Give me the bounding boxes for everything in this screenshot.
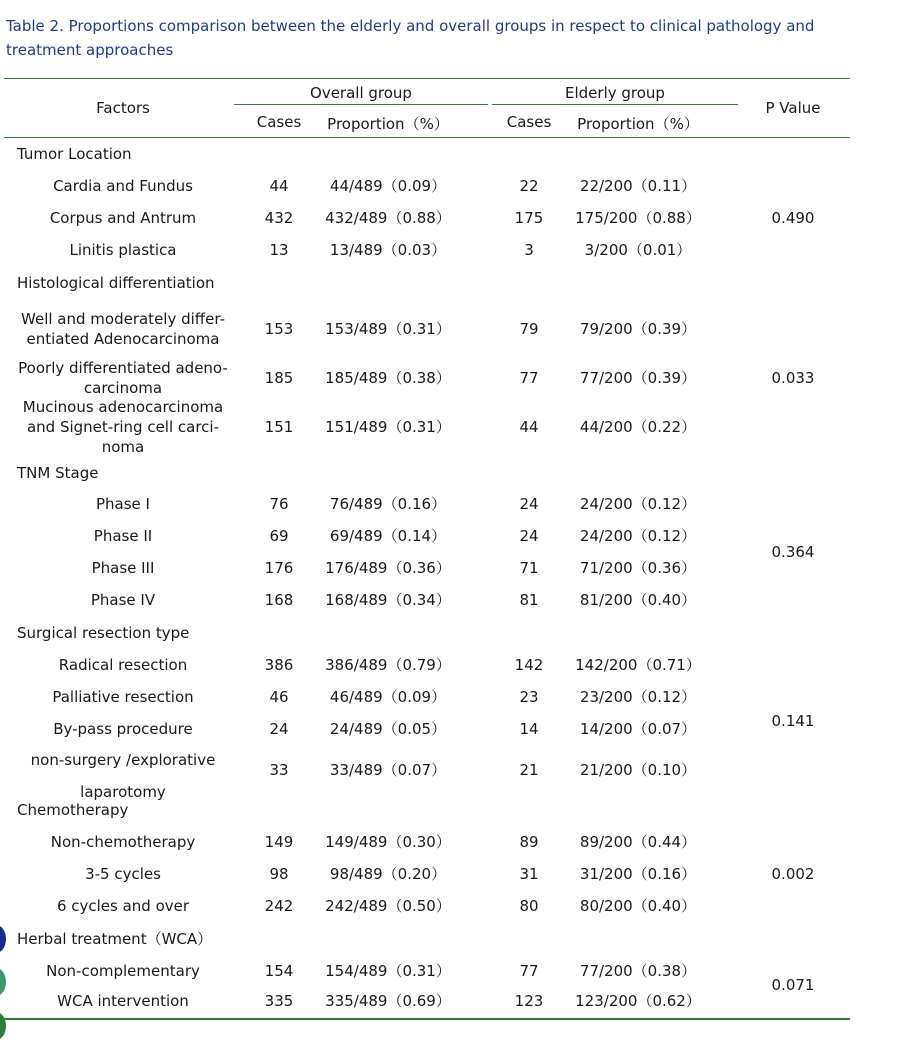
factor-label: non-surgery /explorative laparotomy <box>30 751 216 801</box>
overall-group-rule <box>234 104 488 105</box>
factor-label: Non-complementary <box>46 962 200 980</box>
overall-cases: 46 <box>269 688 289 706</box>
factor-label: Non-chemotherapy <box>50 833 196 851</box>
elderly-cases: 21 <box>519 761 539 779</box>
elderly-proportion: 142/200（0.71） <box>575 656 701 674</box>
overall-cases: 98 <box>269 865 289 883</box>
elderly-cases: 24 <box>519 527 539 545</box>
overall-proportion: 151/489（0.31） <box>325 418 451 436</box>
overall-cases: 76 <box>269 495 289 513</box>
elderly-cases: 14 <box>519 720 539 738</box>
elderly-proportion: 71/200（0.36） <box>579 559 697 577</box>
elderly-proportion: 44/200（0.22） <box>579 418 697 436</box>
elderly-cases: 44 <box>519 418 539 436</box>
elderly-proportion: 14/200（0.07） <box>579 720 697 738</box>
overall-cases: 185 <box>264 369 294 387</box>
factor-label: Cardia and Fundus <box>53 177 193 195</box>
factor-label: 6 cycles and over <box>56 897 190 915</box>
section-title: Chemotherapy <box>17 801 129 819</box>
overall-cases: 151 <box>264 418 294 436</box>
decorative-blue-dot <box>0 925 6 953</box>
overall-proportion: 98/489（0.20） <box>329 865 447 883</box>
factor-label: Palliative resection <box>52 688 194 706</box>
overall-proportion: 69/489（0.14） <box>329 527 447 545</box>
elderly-proportion: 24/200（0.12） <box>579 527 697 545</box>
p-value: 0.364 <box>771 543 815 561</box>
elderly-cases: 77 <box>519 962 539 980</box>
elderly-proportion: 79/200（0.39） <box>579 320 697 338</box>
header-elderly-group: Elderly group <box>565 84 665 102</box>
overall-proportion: 154/489（0.31） <box>325 962 451 980</box>
header-overall-proportion: Proportion（%） <box>327 115 449 133</box>
factor-label: Linitis plastica <box>69 241 177 259</box>
overall-cases: 149 <box>264 833 294 851</box>
factor-label: Phase IV <box>90 591 156 609</box>
header-p-value: P Value <box>765 99 821 117</box>
overall-proportion: 24/489（0.05） <box>329 720 447 738</box>
factor-label: 3-5 cycles <box>85 865 161 883</box>
section-title: Surgical resection type <box>17 624 190 642</box>
elderly-cases: 3 <box>524 241 534 259</box>
elderly-cases: 23 <box>519 688 539 706</box>
overall-proportion: 33/489（0.07） <box>329 761 447 779</box>
overall-cases: 432 <box>264 209 294 227</box>
factor-label: Poorly differentiated adeno-carcinoma <box>18 359 228 397</box>
overall-cases: 154 <box>264 962 294 980</box>
factor-label: By-pass procedure <box>53 720 193 738</box>
p-value: 0.490 <box>771 209 815 227</box>
elderly-cases: 123 <box>514 992 544 1010</box>
factor-label: Phase I <box>96 495 150 513</box>
overall-proportion: 168/489（0.34） <box>325 591 451 609</box>
overall-proportion: 76/489（0.16） <box>329 495 447 513</box>
p-value: 0.033 <box>771 369 815 387</box>
elderly-proportion: 80/200（0.40） <box>579 897 697 915</box>
overall-proportion: 386/489（0.79） <box>325 656 451 674</box>
overall-proportion: 185/489（0.38） <box>325 369 451 387</box>
factor-label: Mucinous adenocarcinoma and Signet-ring cell carci-noma <box>22 398 224 456</box>
factor-label: Phase III <box>91 559 155 577</box>
elderly-cases: 81 <box>519 591 539 609</box>
elderly-proportion: 81/200（0.40） <box>579 591 697 609</box>
factor-label: Phase II <box>93 527 153 545</box>
overall-cases: 386 <box>264 656 294 674</box>
elderly-proportion: 31/200（0.16） <box>579 865 697 883</box>
overall-proportion: 432/489（0.88） <box>325 209 451 227</box>
overall-proportion: 176/489（0.36） <box>325 559 451 577</box>
elderly-cases: 142 <box>514 656 544 674</box>
elderly-cases: 71 <box>519 559 539 577</box>
elderly-cases: 31 <box>519 865 539 883</box>
header-factors: Factors <box>96 99 150 117</box>
elderly-cases: 22 <box>519 177 539 195</box>
section-title: Histological differentiation <box>17 274 215 292</box>
elderly-proportion: 89/200（0.44） <box>579 833 697 851</box>
table-caption: Table 2. Proportions comparison between the elderly and overall groups in respect to clinical pathology and treatment approaches <box>6 17 815 59</box>
overall-cases: 153 <box>264 320 294 338</box>
header-elderly-proportion: Proportion（%） <box>577 115 699 133</box>
overall-cases: 44 <box>269 177 289 195</box>
elderly-proportion: 77/200（0.39） <box>579 369 697 387</box>
overall-cases: 33 <box>269 761 289 779</box>
overall-cases: 335 <box>264 992 294 1010</box>
elderly-proportion: 175/200（0.88） <box>575 209 701 227</box>
elderly-cases: 24 <box>519 495 539 513</box>
elderly-proportion: 3/200（0.01） <box>584 241 692 259</box>
overall-cases: 242 <box>264 897 294 915</box>
p-value: 0.071 <box>771 976 815 994</box>
section-title: Tumor Location <box>17 145 132 163</box>
header-overall-group: Overall group <box>310 84 412 102</box>
overall-cases: 168 <box>264 591 294 609</box>
elderly-cases: 77 <box>519 369 539 387</box>
section-title: TNM Stage <box>17 464 99 482</box>
elderly-proportion: 77/200（0.38） <box>579 962 697 980</box>
factor-label: Corpus and Antrum <box>49 209 197 227</box>
p-value: 0.002 <box>771 865 815 883</box>
top-rule <box>4 78 850 79</box>
p-value: 0.141 <box>771 712 815 730</box>
decorative-green-dot <box>0 968 6 996</box>
overall-proportion: 13/489（0.03） <box>329 241 447 259</box>
header-overall-cases: Cases <box>256 113 302 131</box>
elderly-proportion: 23/200（0.12） <box>579 688 697 706</box>
elderly-proportion: 123/200（0.62） <box>575 992 701 1010</box>
overall-proportion: 46/489（0.09） <box>329 688 447 706</box>
overall-proportion: 335/489（0.69） <box>325 992 451 1010</box>
factor-label: WCA intervention <box>57 992 189 1010</box>
elderly-proportion: 22/200（0.11） <box>579 177 697 195</box>
header-bottom-rule <box>4 137 850 138</box>
overall-proportion: 44/489（0.09） <box>329 177 447 195</box>
overall-proportion: 242/489（0.50） <box>325 897 451 915</box>
elderly-group-rule <box>492 104 738 105</box>
elderly-cases: 89 <box>519 833 539 851</box>
overall-cases: 24 <box>269 720 289 738</box>
overall-cases: 69 <box>269 527 289 545</box>
elderly-proportion: 24/200（0.12） <box>579 495 697 513</box>
header-elderly-cases: Cases <box>506 113 552 131</box>
decorative-green-dot <box>0 1012 6 1040</box>
factor-label: Well and moderately differ-entiated Adenocarcinoma <box>21 310 225 348</box>
elderly-proportion: 21/200（0.10） <box>579 761 697 779</box>
section-title: Herbal treatment（WCA） <box>17 930 213 948</box>
bottom-rule <box>4 1018 850 1020</box>
overall-cases: 13 <box>269 241 289 259</box>
factor-label: Radical resection <box>58 656 188 674</box>
overall-proportion: 153/489（0.31） <box>325 320 451 338</box>
elderly-cases: 175 <box>514 209 544 227</box>
elderly-cases: 79 <box>519 320 539 338</box>
elderly-cases: 80 <box>519 897 539 915</box>
overall-proportion: 149/489（0.30） <box>325 833 451 851</box>
overall-cases: 176 <box>264 559 294 577</box>
